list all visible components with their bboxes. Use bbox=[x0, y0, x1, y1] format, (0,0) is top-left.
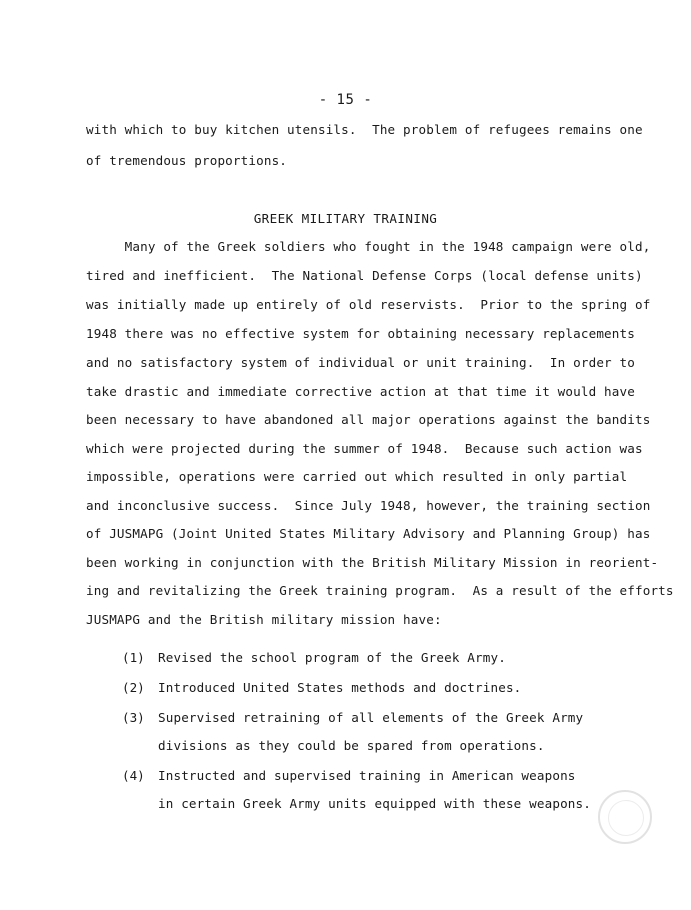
paragraph-line: been necessary to have abandoned all major operations against the bandits bbox=[86, 412, 651, 427]
list-item-number: (1) bbox=[122, 650, 145, 665]
list-item-text: in certain Greek Army units equipped with these weapons. bbox=[158, 796, 591, 811]
list-item-number: (2) bbox=[122, 680, 145, 695]
list-item-text: Revised the school program of the Greek Army. bbox=[158, 650, 506, 665]
paragraph-line: which were projected during the summer of 1948. Because such action was bbox=[86, 441, 643, 456]
intro-line: of tremendous proportions. bbox=[86, 153, 288, 168]
section-heading: GREEK MILITARY TRAINING bbox=[253, 211, 438, 226]
paragraph-line: and no satisfactory system of individual or unit training. In order to bbox=[86, 355, 635, 370]
list-item-text: Instructed and supervised training in American weapons bbox=[158, 768, 576, 783]
paragraph-line: and inconclusive success. Since July 1948, however, the training section bbox=[86, 498, 651, 513]
paragraph-line: of JUSMAPG (Joint United States Military Advisory and Planning Group) has bbox=[86, 526, 651, 541]
page-number: - 15 - bbox=[318, 92, 373, 108]
paragraph-line: take drastic and immediate corrective action at that time it would have bbox=[86, 384, 635, 399]
list-item-number: (4) bbox=[122, 768, 145, 783]
paragraph-line: impossible, operations were carried out which resulted in only partial bbox=[86, 469, 628, 484]
list-item-number: (3) bbox=[122, 710, 145, 725]
paragraph-line: JUSMAPG and the British military mission have: bbox=[86, 612, 442, 627]
list-item-text: divisions as they could be spared from operations. bbox=[158, 738, 545, 753]
paragraph-line: Many of the Greek soldiers who fought in the 1948 campaign were old, bbox=[86, 239, 651, 254]
paragraph-line: been working in conjunction with the British Military Mission in reorient- bbox=[86, 555, 659, 570]
paragraph-line: tired and inefficient. The National Defense Corps (local defense units) bbox=[86, 268, 643, 283]
paragraph-line: was initially made up entirely of old reservists. Prior to the spring of bbox=[86, 297, 651, 312]
archive-stamp bbox=[598, 790, 652, 844]
paragraph-line: ing and revitalizing the Greek training program. As a result of the efforts bbox=[86, 583, 674, 598]
list-item-text: Introduced United States methods and doctrines. bbox=[158, 680, 522, 695]
list-item-text: Supervised retraining of all elements of the Greek Army bbox=[158, 710, 584, 725]
paragraph-line: 1948 there was no effective system for obtaining necessary replacements bbox=[86, 326, 635, 341]
intro-line: with which to buy kitchen utensils. The problem of refugees remains one bbox=[86, 122, 643, 137]
